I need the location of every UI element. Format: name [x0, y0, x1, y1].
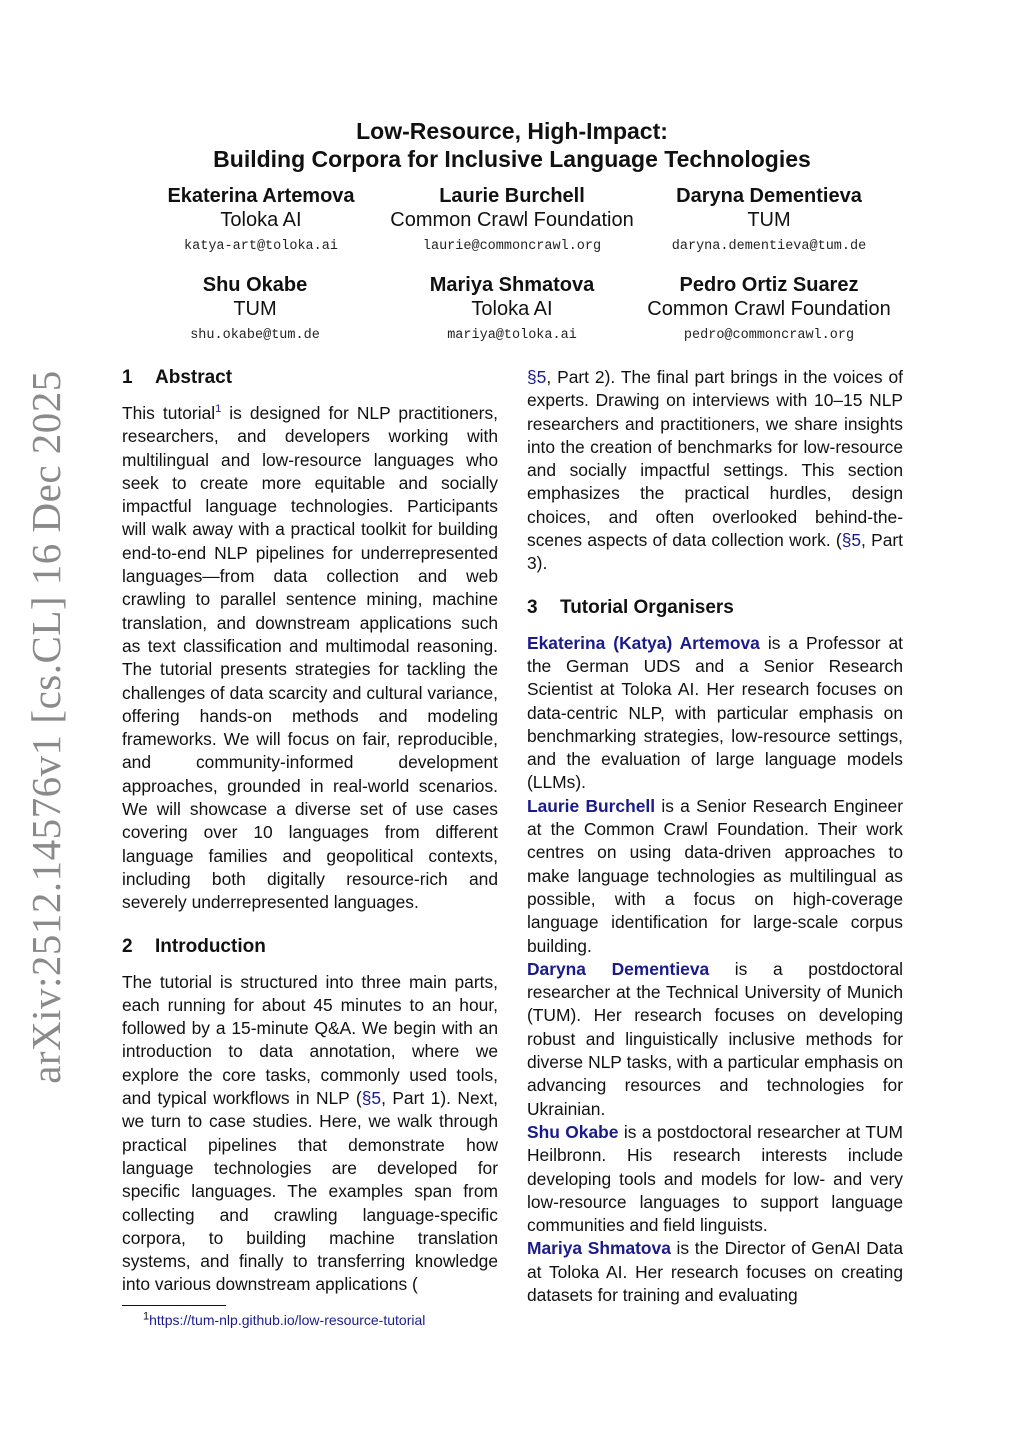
arxiv-identifier: arXiv:2512.14576v1 [cs.CL] 16 Dec 2025: [23, 370, 69, 1084]
organiser-bio: Laurie Burchell is a Senior Research Engineer at the Common Crawl Foundation. Their work centres on using data-driven approaches to make language technologies as multilingual as possible, with a focus on high-coverage language identification for large-scale corpus building.: [527, 795, 904, 956]
author-name: Shu Okabe: [202, 274, 308, 296]
author-email[interactable]: pedro@commoncrawl.org: [683, 328, 855, 343]
author-affiliation: TUM: [233, 298, 277, 320]
footnote-rule: [122, 1305, 226, 1306]
section-heading-introduction: 2 Introduction: [122, 935, 266, 957]
author-email[interactable]: daryna.dementieva@tum.de: [671, 239, 867, 254]
introduction-paragraph: The tutorial is structured into three main parts, each running for about 45 minutes to an hour, followed by a 15-minute Q&A. We begin with an introduction to data annotation, where we explore the core tasks, commonly used tools, and typical workflows in NLP (§5, Part 1). Next, we turn to case studies. Here, we walk through practical pipelines that demonstrate how language technologies are developed for specific languages. The examples span from collecting and crawling language-specific corpora, to building machine translation systems, and finally to transferring knowledge into various downstream applications (: [122, 971, 499, 1295]
author-affiliation: Toloka AI: [471, 298, 553, 320]
organiser-bio: Daryna Dementieva is a postdoctoral researcher at the Technical University of Munich (TUM). Her research focuses on developing robust and linguistically inclusive methods for diverse NLP tasks, with a particular emphasis on advancing resources and technologies for Ukrainian.: [527, 958, 903, 1119]
author-email[interactable]: shu.okabe@tum.de: [190, 328, 320, 343]
organiser-name: Ekaterina (Katya) Artemova: [527, 632, 760, 653]
footnote-number: 1: [143, 1310, 150, 1323]
author-name: Laurie Burchell: [439, 185, 585, 207]
left-column: [122, 366, 498, 1297]
introduction-continuation: §5, Part 2). The final part brings in the voices of experts. Drawing on interviews with 10–15 NLP researchers and practitioners, we share insights into the creation of benchmarks for low-resource and socially impactful settings. This section emphasizes the practical hurdles, design choices, and often overlooked behind-the-scenes aspects of data collection work. (§5, Part 3).: [527, 367, 903, 574]
author-affiliation: TUM: [747, 209, 791, 231]
title-line-1: Low-Resource, High-Impact:: [356, 118, 668, 144]
author-block: [362, 273, 662, 345]
paper-title: [0, 117, 1024, 173]
title-line-2: Building Corpora for Inclusive Language Technologies: [213, 146, 811, 172]
section-reference-link[interactable]: §5: [841, 530, 862, 551]
author-block: [362, 184, 662, 256]
section-heading-organisers: 3 Tutorial Organisers: [527, 596, 734, 618]
author-email[interactable]: laurie@commoncrawl.org: [422, 239, 602, 254]
author-block: [619, 184, 919, 256]
organiser-bios: [527, 632, 903, 1308]
organiser-name: Laurie Burchell: [527, 795, 656, 816]
section-reference-link[interactable]: §5: [527, 367, 547, 387]
right-column: [527, 366, 903, 1307]
author-name: Daryna Dementieva: [676, 185, 862, 207]
footnote-link[interactable]: https://tum-nlp.github.io/low-resource-tutorial: [149, 1312, 426, 1328]
author-block: [105, 273, 405, 345]
footnote: [143, 1310, 425, 1330]
organiser-name: Mariya Shmatova: [527, 1238, 671, 1259]
author-name: Pedro Ortiz Suarez: [679, 274, 859, 296]
organiser-name: Daryna Dementieva: [527, 958, 710, 979]
organiser-bio: Mariya Shmatova is the Director of GenAI Data at Toloka AI. Her research focuses on creating datasets for training and evaluating: [527, 1238, 903, 1305]
section-reference-link[interactable]: §5: [361, 1088, 382, 1109]
organiser-bio: Ekaterina (Katya) Artemova is a Professor at the German UDS and a Senior Research Scientist at Toloka AI. Her research focuses on data-centric NLP, with particular emphasis on benchmarking strategies, low-resource settings, and the evaluation of large language models (LLMs).: [527, 632, 903, 793]
abstract-paragraph: This tutorial$^1$ is designed for NLP practitioners, researchers, and developers working with multilingual and low-resource languages who seek to create more equitable and socially impactful language technologies. Participants will walk away with a practical toolkit for building end-to-end NLP pipelines for underrepresented languages—from data collection and web crawling to parallel sentence mining, machine translation, and downstream applications such as text classification and multimodal reasoning. The tutorial presents strategies for tackling the challenges of data scarcity and cultural variance, offering hands-on methods and modeling frameworks. We will focus on fair, reproducible, and community-informed development approaches, grounded in real-world scenarios. We will showcase a diverse set of use cases covering over 10 languages from different language families and geopolitical contexts, including both digitally resource-rich and severely underrepresented languages.: [122, 403, 498, 913]
author-name: Ekaterina Artemova: [167, 185, 355, 207]
author-name: Mariya Shmatova: [429, 274, 595, 296]
author-email[interactable]: mariya@toloka.ai: [447, 328, 577, 343]
organiser-name: Shu Okabe: [527, 1121, 619, 1142]
organiser-bio: Shu Okabe is a postdoctoral researcher at TUM Heilbronn. His research interests include developing tools and models for low- and very low-resource languages to support language communities and field linguists.: [527, 1121, 903, 1236]
footnote-marker[interactable]: 1: [215, 403, 222, 416]
author-block: [619, 273, 919, 345]
author-affiliation: Common Crawl Foundation: [390, 209, 634, 231]
author-affiliation: Toloka AI: [220, 209, 302, 231]
author-affiliation: Common Crawl Foundation: [647, 298, 891, 320]
section-heading-abstract: 1 Abstract: [122, 367, 233, 388]
author-email[interactable]: katya-art@toloka.ai: [184, 239, 338, 254]
